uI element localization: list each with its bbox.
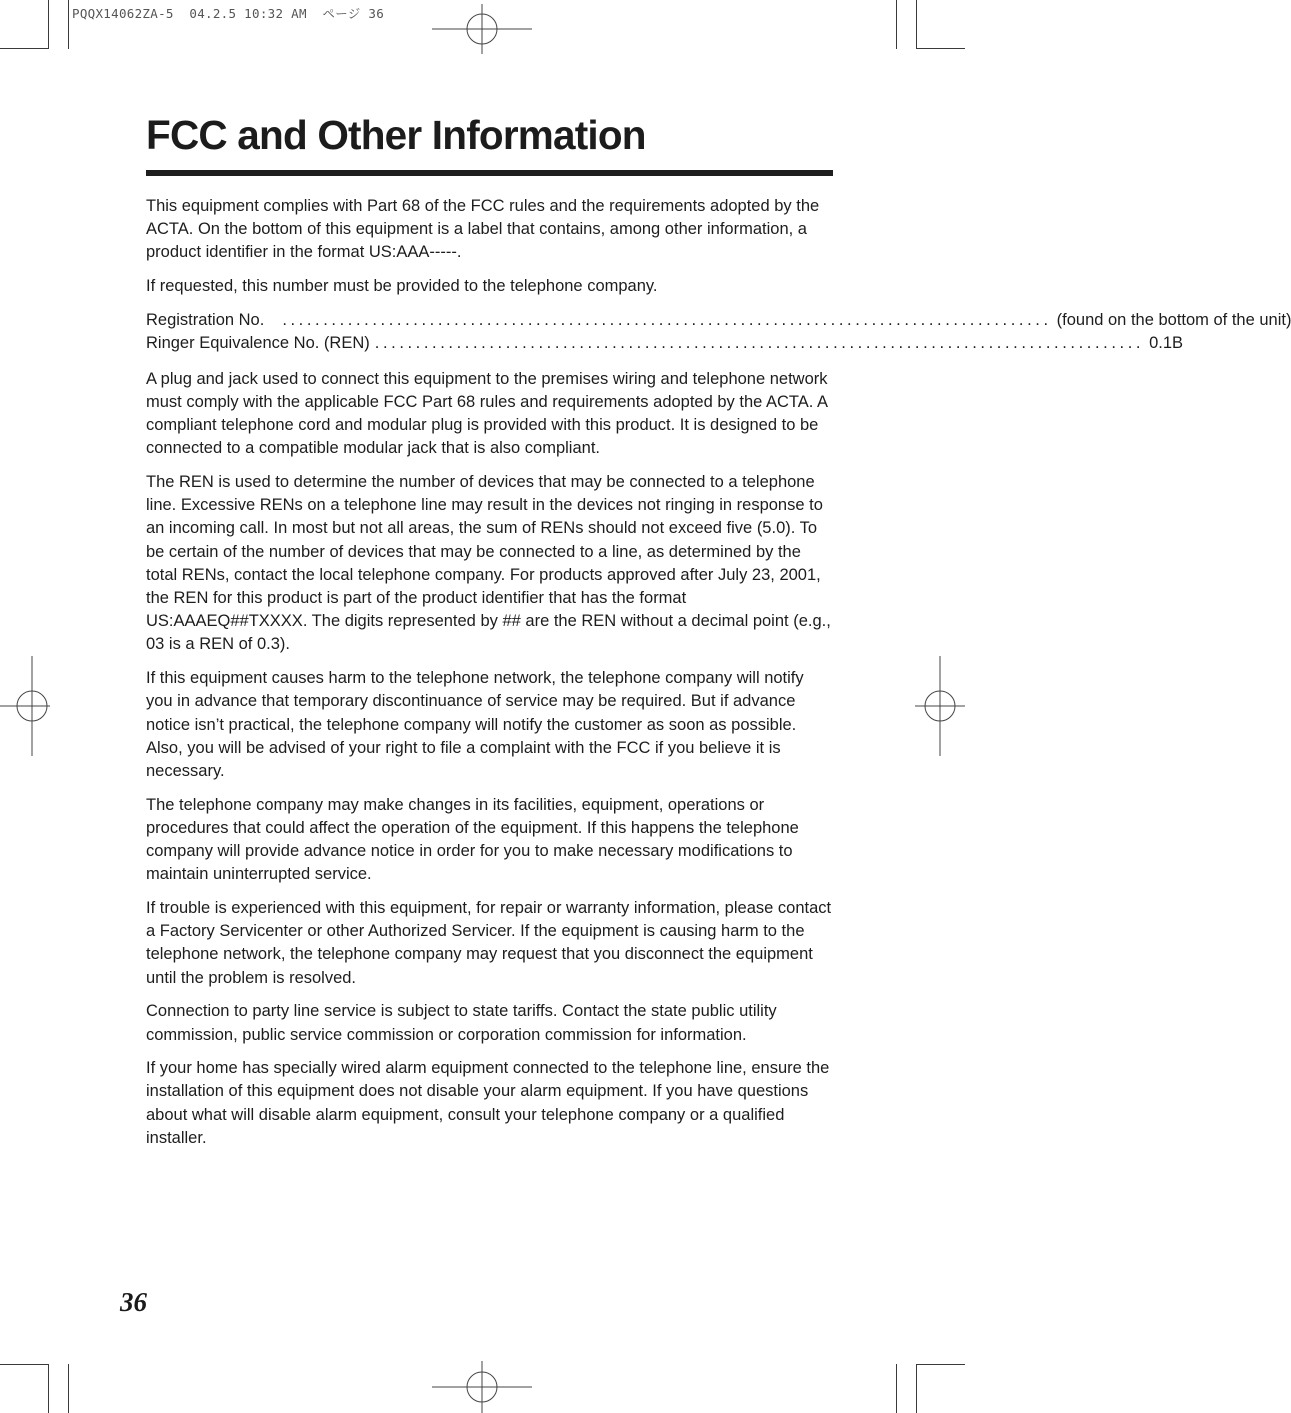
registration-mark-bottom <box>432 1361 532 1413</box>
spec-label: Ringer Equivalence No. (REN) <box>146 334 370 353</box>
paragraph: Connection to party line service is subject to state tariffs. Contact the state public utility commission, public service commission or corporation commission for information. <box>146 1002 777 1044</box>
spec-list <box>146 309 1291 355</box>
crop-mark <box>916 1364 965 1365</box>
crop-mark <box>896 1364 897 1413</box>
intro-paragraph: This equipment complies with Part 68 of the FCC rules and the requirements adopted by the ACTA. On the bottom of this equipment is a label that contains, among other information, a product identifier in the format US:AAA-----. <box>146 197 820 262</box>
crop-mark <box>0 48 49 49</box>
spec-row-ren <box>146 332 1184 355</box>
crop-mark <box>68 0 69 49</box>
crop-mark <box>896 0 897 49</box>
page-number: 36 <box>120 1287 147 1317</box>
crop-mark <box>68 1364 69 1413</box>
crop-mark <box>48 1364 49 1413</box>
spec-row-registration <box>146 309 1291 332</box>
paragraph: The telephone company may make changes in its facilities, equipment, operations or procedures that could affect the operation of the equipment. If this happens the telephone company will provide advance notice in order for you to make necessary modifications to maintain uninterrupted service. <box>146 795 799 884</box>
printer-slug: PQQX14062ZA-5 04.2.5 10:32 AM ページ 36 <box>72 6 385 21</box>
crop-mark <box>916 48 965 49</box>
crop-mark <box>916 1364 917 1413</box>
intro-paragraph: If requested, this number must be provided to the telephone company. <box>146 277 658 296</box>
page-title: FCC and Other Information <box>146 112 646 158</box>
leader-dots: .............................................................................................. <box>282 310 1052 329</box>
crop-mark <box>48 0 49 49</box>
crop-mark <box>0 1364 49 1365</box>
registration-mark-left <box>0 656 50 756</box>
registration-mark-top <box>432 4 532 54</box>
registration-mark-right <box>915 656 965 756</box>
paragraph: If this equipment causes harm to the telephone network, the telephone company will notify you in advance that temporary discontinuance of service may be required. But if advance notice isn’t practical, the telephone company will notify the customer as soon as possible. Also, you will be advised of your right to file a complaint with the FCC if you believe it is necessary. <box>146 669 804 780</box>
spec-value: (found on the bottom of the unit) <box>1056 310 1291 329</box>
crop-mark <box>916 0 917 49</box>
title-rule <box>146 170 833 176</box>
spec-label: Registration No. <box>146 310 265 329</box>
spec-value: 0.1B <box>1149 334 1184 353</box>
leader-dots: .............................................................................................. <box>374 334 1145 353</box>
document-body <box>146 195 1291 1161</box>
paragraph: If trouble is experienced with this equipment, for repair or warranty information, please contact a Factory Servicenter or other Authorized Servicer. If the equipment is causing harm to the telephone network, the telephone company may request that you disconnect the equipment until the problem is resolved. <box>146 898 832 987</box>
paragraph: If your home has specially wired alarm equipment connected to the telephone line, ensure the installation of this equipment does not disable your alarm equipment. If you have questions about what will disable alarm equipment, consult your telephone company or a qualified installer. <box>146 1059 830 1147</box>
paragraph: The REN is used to determine the number of devices that may be connected to a telephone line. Excessive RENs on a telephone line may result in the devices not ringing in response to an incoming call. In most but not all areas, the sum of RENs should not exceed five (5.0). To be certain of the number of devices that may be connected to a line, as determined by the total RENs, contact the local telephone company. For products approved after July 23, 2001, the REN for this product is part of the product identifier that has the format US:AAAEQ##TXXXX. The digits represented by ## are the REN without a decimal point (e.g., 03 is a REN of 0.3). <box>146 473 831 654</box>
paragraph: A plug and jack used to connect this equipment to the premises wiring and telephone network must comply with the applicable FCC Part 68 rules and requirements adopted by the ACTA. A compliant telephone cord and modular plug is provided with this product. It is designed to be connected to a compatible modular jack that is also compliant. <box>146 369 828 458</box>
